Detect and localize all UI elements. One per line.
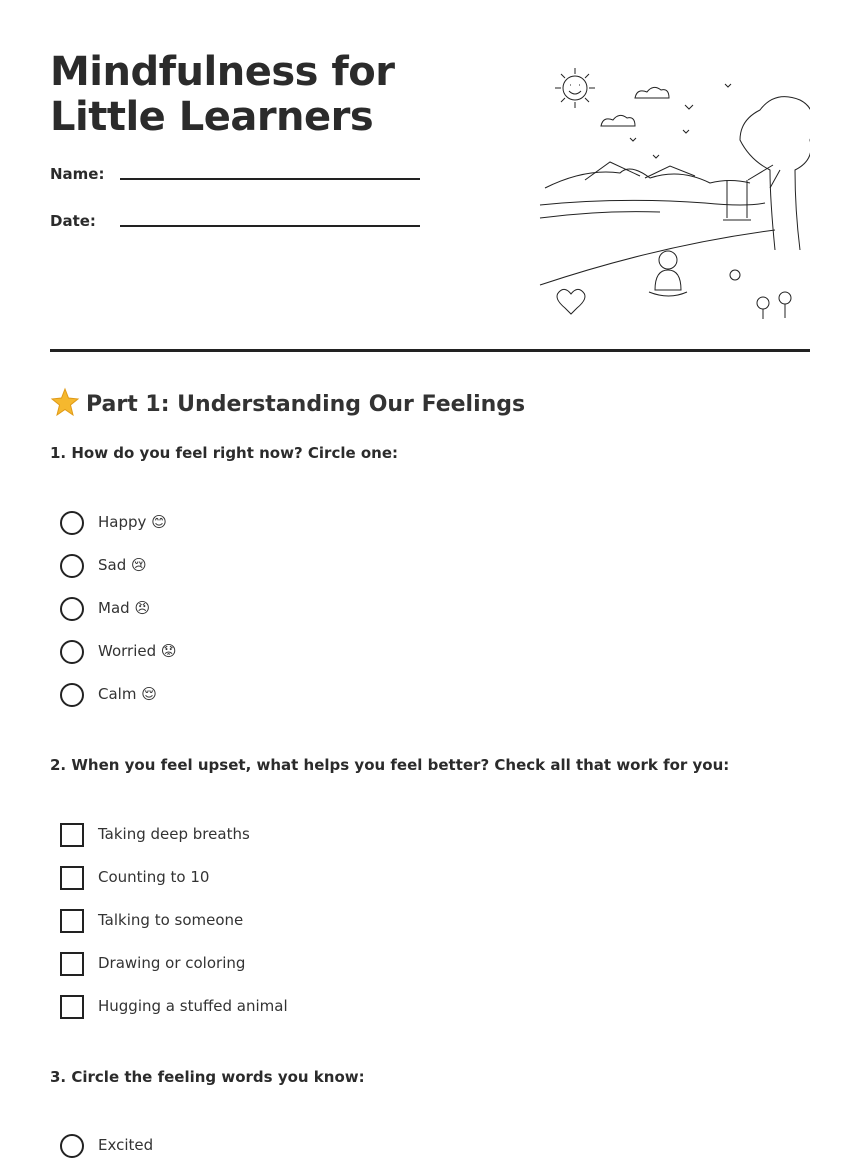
option-label: Worried <box>98 642 157 660</box>
checkbox[interactable] <box>60 952 84 976</box>
checkbox[interactable] <box>60 823 84 847</box>
date-label: Date: <box>50 212 96 230</box>
worried-emoji-icon: 😟 <box>160 642 177 660</box>
mad-emoji-icon: 😠 <box>134 599 151 617</box>
radio-circle[interactable] <box>60 1134 84 1158</box>
option-label: Talking to someone <box>98 911 244 929</box>
option-label: Excited <box>98 1136 154 1154</box>
name-field[interactable] <box>50 165 430 195</box>
cloud-icon <box>635 87 669 98</box>
option-label: Hugging a stuffed animal <box>98 997 288 1015</box>
option-label: Calm <box>98 685 137 703</box>
radio-circle[interactable] <box>60 554 84 578</box>
question-1: 1. How do you feel right now? Circle one: <box>50 444 399 462</box>
option-label: Counting to 10 <box>98 868 210 886</box>
calm-emoji-icon: 😌 <box>141 685 157 703</box>
cloud-icon <box>601 115 635 126</box>
checkbox[interactable] <box>60 909 84 933</box>
date-field[interactable] <box>50 212 430 242</box>
question-3: 3. Circle the feeling words you know: <box>50 1068 365 1086</box>
option-label: Sad <box>98 556 127 574</box>
question-2: 2. When you feel upset, what helps you feel better? Check all that work for you: <box>50 756 730 774</box>
radio-circle[interactable] <box>60 511 84 535</box>
part1-title <box>50 387 525 417</box>
name-label: Name: <box>50 165 105 183</box>
option-label: Taking deep breaths <box>98 825 250 843</box>
heart-icon <box>557 289 585 314</box>
radio-circle[interactable] <box>60 683 84 707</box>
happy-emoji-icon: 😊 <box>151 513 167 531</box>
mindfulness-illustration <box>535 60 810 325</box>
worksheet-title: Mindfulness for Little Learners <box>50 49 395 140</box>
option-label: Mad <box>98 599 130 617</box>
checkbox[interactable] <box>60 995 84 1019</box>
date-line[interactable] <box>120 225 420 227</box>
section-divider <box>50 349 810 352</box>
radio-circle[interactable] <box>60 640 84 664</box>
option-label: Drawing or coloring <box>98 954 246 972</box>
sad-emoji-icon: 😢 <box>131 556 147 574</box>
meditating-child-icon <box>649 251 687 296</box>
swing-icon <box>723 180 751 220</box>
checkbox[interactable] <box>60 866 84 890</box>
sun-icon <box>555 68 595 108</box>
tree-icon <box>740 97 810 250</box>
option-label: Happy <box>98 513 147 531</box>
radio-circle[interactable] <box>60 597 84 621</box>
sparkle-star-icon <box>50 387 80 417</box>
name-line[interactable] <box>120 178 420 180</box>
part1-title-text: Part 1: Understanding Our Feelings <box>86 392 526 417</box>
